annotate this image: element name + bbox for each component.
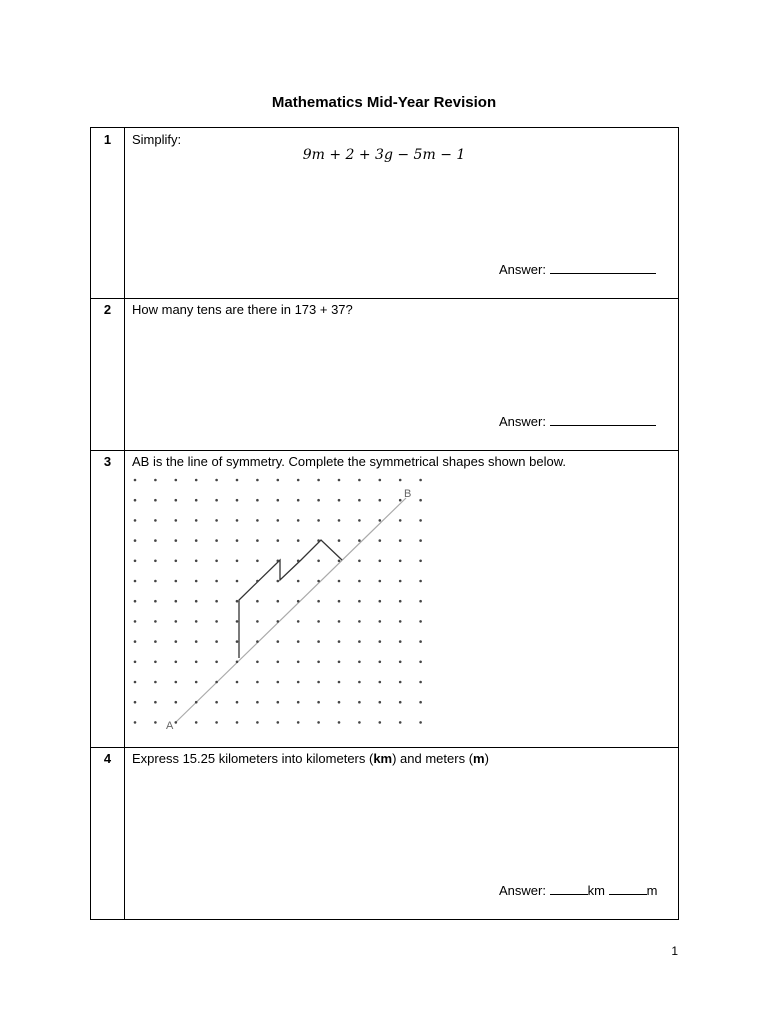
grid-dot [215, 640, 218, 643]
grid-dot [297, 681, 300, 684]
grid-dot [154, 600, 157, 603]
grid-dot [236, 640, 239, 643]
grid-dot [277, 701, 280, 704]
grid-dot [175, 519, 178, 522]
grid-dot [419, 661, 422, 664]
grid-dot [317, 479, 320, 482]
grid-dot [175, 640, 178, 643]
grid-dot [195, 519, 198, 522]
grid-dot [399, 721, 402, 724]
row-divider [91, 450, 678, 451]
dot-grid [134, 479, 422, 724]
grid-dot [195, 661, 198, 664]
grid-dot [134, 580, 137, 583]
grid-dot [419, 519, 422, 522]
grid-dot [175, 600, 178, 603]
grid-dot [195, 681, 198, 684]
grid-dot [215, 620, 218, 623]
grid-dot [297, 519, 300, 522]
grid-dot [399, 580, 402, 583]
grid-dot [154, 519, 157, 522]
grid-dot [256, 539, 259, 542]
grid-dot [338, 479, 341, 482]
grid-dot [379, 600, 382, 603]
grid-dot [256, 600, 259, 603]
grid-dot [317, 580, 320, 583]
grid-dot [379, 640, 382, 643]
question-3-text: AB is the line of symmetry. Complete the symmetrical shapes shown below. [132, 454, 566, 469]
grid-dot [256, 499, 259, 502]
dot-grid-figure [126, 472, 440, 746]
grid-dot [256, 560, 259, 563]
grid-dot [297, 580, 300, 583]
grid-dot [399, 600, 402, 603]
grid-dot [195, 539, 198, 542]
grid-dot [317, 539, 320, 542]
grid-dot [175, 560, 178, 563]
grid-dot [399, 681, 402, 684]
grid-dot [175, 539, 178, 542]
grid-dot [419, 721, 422, 724]
grid-dot [175, 580, 178, 583]
grid-dot [379, 701, 382, 704]
grid-dot [317, 640, 320, 643]
grid-dot [399, 640, 402, 643]
grid-dot [419, 580, 422, 583]
grid-dot [379, 499, 382, 502]
grid-dot [215, 661, 218, 664]
grid-dot [419, 681, 422, 684]
grid-dot [256, 721, 259, 724]
grid-dot [277, 721, 280, 724]
grid-dot [154, 499, 157, 502]
grid-dot [338, 539, 341, 542]
grid-dot [358, 701, 361, 704]
grid-dot [317, 721, 320, 724]
grid-dot [154, 560, 157, 563]
grid-dot [317, 600, 320, 603]
grid-dot [277, 519, 280, 522]
grid-dot [338, 560, 341, 563]
given-shape [239, 540, 342, 658]
grid-dot [175, 701, 178, 704]
grid-dot [134, 681, 137, 684]
point-b-label: B [404, 488, 412, 500]
grid-dot [277, 640, 280, 643]
grid-dot [256, 681, 259, 684]
km-unit: km [373, 751, 393, 766]
answer-blank[interactable] [550, 414, 656, 426]
grid-dot [277, 580, 280, 583]
grid-dot [256, 620, 259, 623]
grid-dot [134, 640, 137, 643]
grid-dot [134, 479, 137, 482]
grid-dot [317, 661, 320, 664]
grid-dot [317, 499, 320, 502]
grid-dot [175, 479, 178, 482]
question-1-number: 1 [103, 132, 112, 147]
grid-dot [379, 519, 382, 522]
grid-dot [419, 479, 422, 482]
m-blank[interactable] [609, 883, 647, 895]
question-4-answer [499, 883, 657, 898]
grid-dot [399, 539, 402, 542]
grid-dot [175, 499, 178, 502]
grid-dot [236, 681, 239, 684]
grid-dot [358, 721, 361, 724]
question-4-text: Express 15.25 kilometers into kilometers (km) and meters (m) [132, 751, 489, 766]
grid-dot [399, 560, 402, 563]
grid-dot [134, 600, 137, 603]
grid-dot [256, 640, 259, 643]
grid-dot [297, 721, 300, 724]
grid-dot [399, 479, 402, 482]
grid-dot [399, 499, 402, 502]
grid-dot [317, 701, 320, 704]
grid-dot [317, 620, 320, 623]
grid-dot [134, 721, 137, 724]
row-divider [91, 747, 678, 748]
grid-dot [399, 519, 402, 522]
answer-label: Answer: [499, 883, 546, 898]
grid-dot [358, 681, 361, 684]
grid-dot [256, 580, 259, 583]
grid-dot [236, 721, 239, 724]
grid-dot [338, 721, 341, 724]
grid-dot [154, 721, 157, 724]
grid-dot [419, 701, 422, 704]
grid-dot [419, 539, 422, 542]
grid-dot [236, 499, 239, 502]
grid-dot [297, 620, 300, 623]
grid-dot [297, 539, 300, 542]
row-divider [91, 298, 678, 299]
answer-blank[interactable] [550, 262, 656, 274]
grid-dot [215, 681, 218, 684]
grid-dot [215, 539, 218, 542]
grid-dot [358, 539, 361, 542]
grid-dot [154, 640, 157, 643]
grid-dot [277, 681, 280, 684]
grid-dot [215, 479, 218, 482]
grid-dot [195, 620, 198, 623]
question-2-answer [499, 414, 656, 429]
grid-dot [277, 479, 280, 482]
grid-dot [134, 560, 137, 563]
grid-dot [277, 600, 280, 603]
grid-dot [338, 519, 341, 522]
question-2-text: How many tens are there in 173 + 37? [132, 302, 353, 317]
grid-dot [379, 661, 382, 664]
grid-dot [338, 640, 341, 643]
grid-dot [399, 661, 402, 664]
grid-dot [338, 620, 341, 623]
grid-dot [236, 479, 239, 482]
grid-dot [358, 640, 361, 643]
grid-dot [134, 519, 137, 522]
grid-dot [134, 701, 137, 704]
grid-dot [256, 479, 259, 482]
answer-label: Answer: [499, 262, 546, 277]
grid-dot [195, 640, 198, 643]
grid-dot [215, 600, 218, 603]
m-unit: m [473, 751, 485, 766]
answer-label: Answer: [499, 414, 546, 429]
grid-dot [379, 479, 382, 482]
grid-dot [154, 479, 157, 482]
grid-dot [195, 560, 198, 563]
question-4-number: 4 [103, 751, 112, 766]
grid-dot [134, 661, 137, 664]
grid-dot [338, 499, 341, 502]
grid-dot [154, 701, 157, 704]
grid-dot [236, 560, 239, 563]
grid-dot [134, 499, 137, 502]
grid-dot [256, 701, 259, 704]
grid-dot [195, 580, 198, 583]
grid-dot [256, 519, 259, 522]
grid-dot [236, 539, 239, 542]
grid-dot [215, 721, 218, 724]
grid-dot [175, 661, 178, 664]
grid-dot [175, 620, 178, 623]
grid-dot [195, 499, 198, 502]
grid-dot [154, 580, 157, 583]
grid-dot [277, 539, 280, 542]
grid-dot [338, 681, 341, 684]
grid-dot [379, 681, 382, 684]
grid-dot [419, 600, 422, 603]
grid-dot [195, 479, 198, 482]
grid-dot [419, 620, 422, 623]
grid-dot [236, 701, 239, 704]
grid-dot [297, 560, 300, 563]
grid-dot [154, 539, 157, 542]
question-3-number: 3 [103, 454, 112, 469]
grid-dot [277, 620, 280, 623]
grid-dot [195, 721, 198, 724]
grid-dot [317, 519, 320, 522]
page-title: Mathematics Mid-Year Revision [271, 94, 497, 111]
grid-dot [338, 701, 341, 704]
grid-dot [338, 600, 341, 603]
grid-dot [297, 600, 300, 603]
grid-dot [297, 640, 300, 643]
grid-dot [297, 479, 300, 482]
grid-dot [134, 620, 137, 623]
grid-dot [134, 539, 137, 542]
number-column-divider [124, 128, 125, 919]
grid-dot [297, 701, 300, 704]
grid-dot [195, 701, 198, 704]
grid-dot [215, 701, 218, 704]
line-of-symmetry [176, 498, 406, 722]
grid-dot [236, 661, 239, 664]
grid-dot [154, 620, 157, 623]
grid-dot [297, 661, 300, 664]
grid-dot [358, 499, 361, 502]
question-1-text: Simplify: [132, 132, 182, 147]
grid-dot [358, 519, 361, 522]
grid-dot [236, 580, 239, 583]
grid-dot [256, 661, 259, 664]
grid-dot [419, 640, 422, 643]
point-a-label: A [166, 720, 174, 732]
grid-dot [277, 560, 280, 563]
km-label: km [587, 883, 605, 898]
grid-dot [154, 661, 157, 664]
grid-dot [399, 620, 402, 623]
grid-dot [317, 681, 320, 684]
grid-dot [419, 499, 422, 502]
m-label: m [646, 883, 658, 898]
grid-dot [215, 499, 218, 502]
grid-dot [236, 600, 239, 603]
grid-dot [379, 580, 382, 583]
grid-dot [236, 519, 239, 522]
question-2-number: 2 [103, 302, 112, 317]
grid-dot [358, 479, 361, 482]
grid-dot [358, 560, 361, 563]
grid-dot [358, 600, 361, 603]
grid-dot [399, 701, 402, 704]
grid-dot [419, 560, 422, 563]
grid-dot [175, 681, 178, 684]
grid-dot [338, 580, 341, 583]
grid-dot [277, 661, 280, 664]
grid-dot [358, 661, 361, 664]
grid-dot [379, 620, 382, 623]
km-blank[interactable] [550, 883, 588, 895]
grid-dot [215, 519, 218, 522]
grid-dot [379, 560, 382, 563]
page-number: 1 [671, 944, 678, 958]
grid-dot [154, 681, 157, 684]
grid-dot [379, 721, 382, 724]
grid-dot [297, 499, 300, 502]
grid-dot [379, 539, 382, 542]
grid-dot [175, 721, 178, 724]
grid-dot [195, 600, 198, 603]
grid-dot [277, 499, 280, 502]
grid-dot [358, 580, 361, 583]
question-1-answer [499, 262, 656, 277]
grid-dot [215, 560, 218, 563]
grid-dot [215, 580, 218, 583]
symmetry-grid [126, 472, 440, 746]
grid-dot [338, 661, 341, 664]
grid-dot [317, 560, 320, 563]
question-1-expression: 9m + 2 + 3g − 5m − 1 [302, 147, 466, 163]
grid-dot [236, 620, 239, 623]
grid-dot [358, 620, 361, 623]
